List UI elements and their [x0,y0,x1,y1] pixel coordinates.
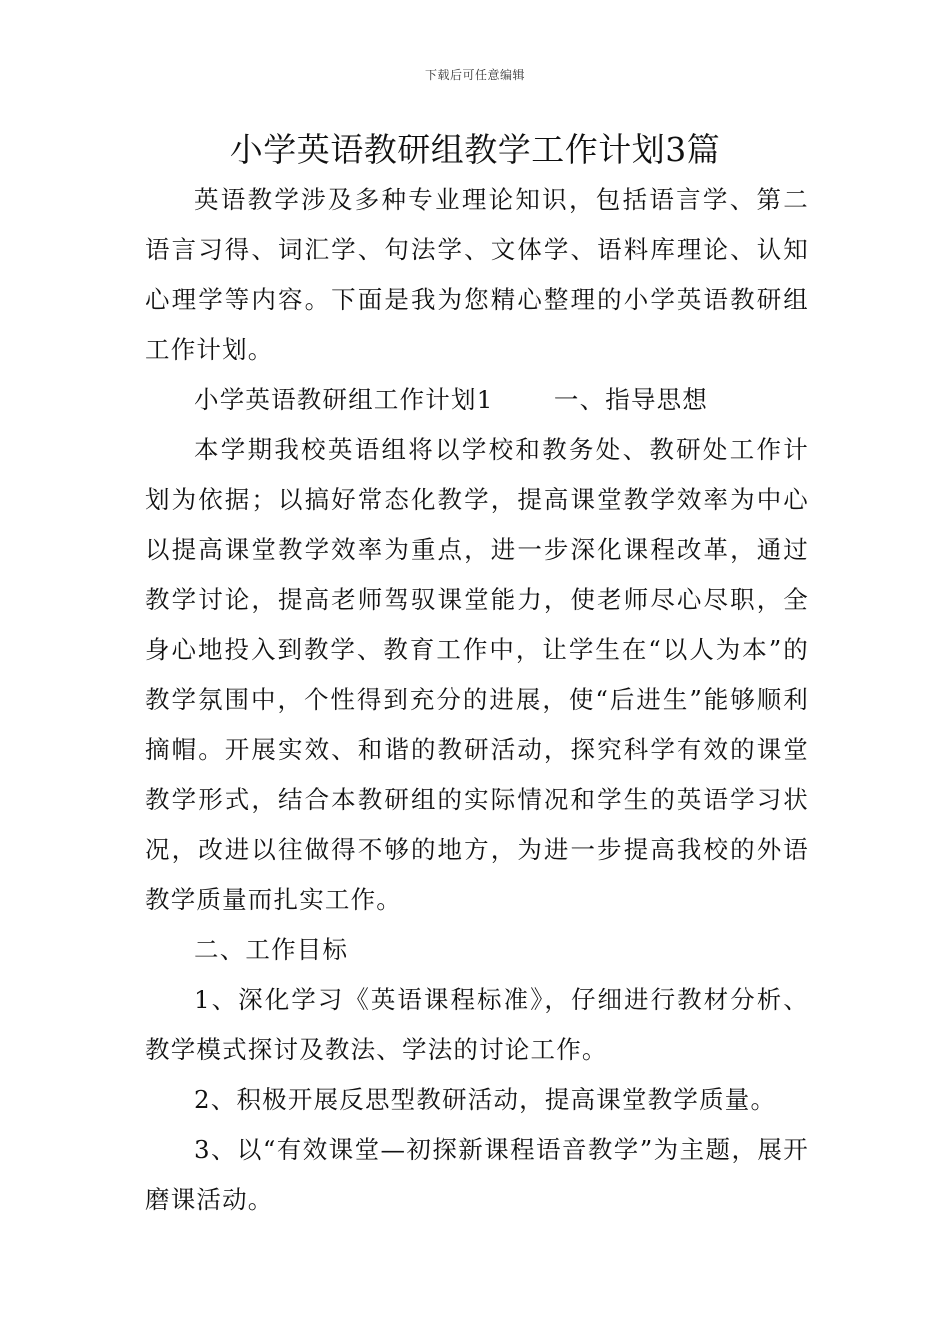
paragraph-goal-1: 1、深化学习《英语课程标准》，仔细进行教材分析、教学模式探讨及教法、学法的讨论工作。 [145,985,809,1064]
paragraph-guiding-thought: 本学期我校英语组将以学校和教务处、教研处工作计划为依据；以搞好常态化教学，提高课堂教学效率为中心以提高课堂教学效率为重点，进一步深化课程改革，通过教学讨论，提高老师驾驭课堂能力，使老师尽心尽职，全身心地投入到教学、教育工作中，让学生在“以人为本”的教学氛围中，个性得到充分的进展，使“后进生”能够顺利摘帽。开展实效、和谐的教研活动，探究科学有效的课堂教学形式，结合本教研组的实际情况和学生的英语学习状况，改进以往做得不够的地方，为进一步提高我校的外语教学质量而扎实工作。 [145,435,809,914]
paragraph-goals-heading: 二、工作目标 [194,935,349,964]
paragraph-intro: 英语教学涉及多种专业理论知识，包括语言学、第二语言习得、词汇学、句法学、文体学、语料库理论、认知心理学等内容。下面是我为您精心整理的小学英语教研组工作计划。 [145,185,809,364]
document-title: 小学英语教研组教学工作计划3篇 [229,130,721,169]
paragraph-goal-2: 2、积极开展反思型教研活动，提高课堂教学质量。 [194,1085,777,1114]
header-note: 下载后可任意编辑 [424,68,525,82]
paragraph-goal-3: 3、以“有效课堂—初探新课程语音教学”为主题，展开磨课活动。 [145,1135,809,1214]
document-body [145,175,809,1225]
paragraph-plan-heading: 小学英语教研组工作计划1 一、指导思想 [194,385,709,414]
